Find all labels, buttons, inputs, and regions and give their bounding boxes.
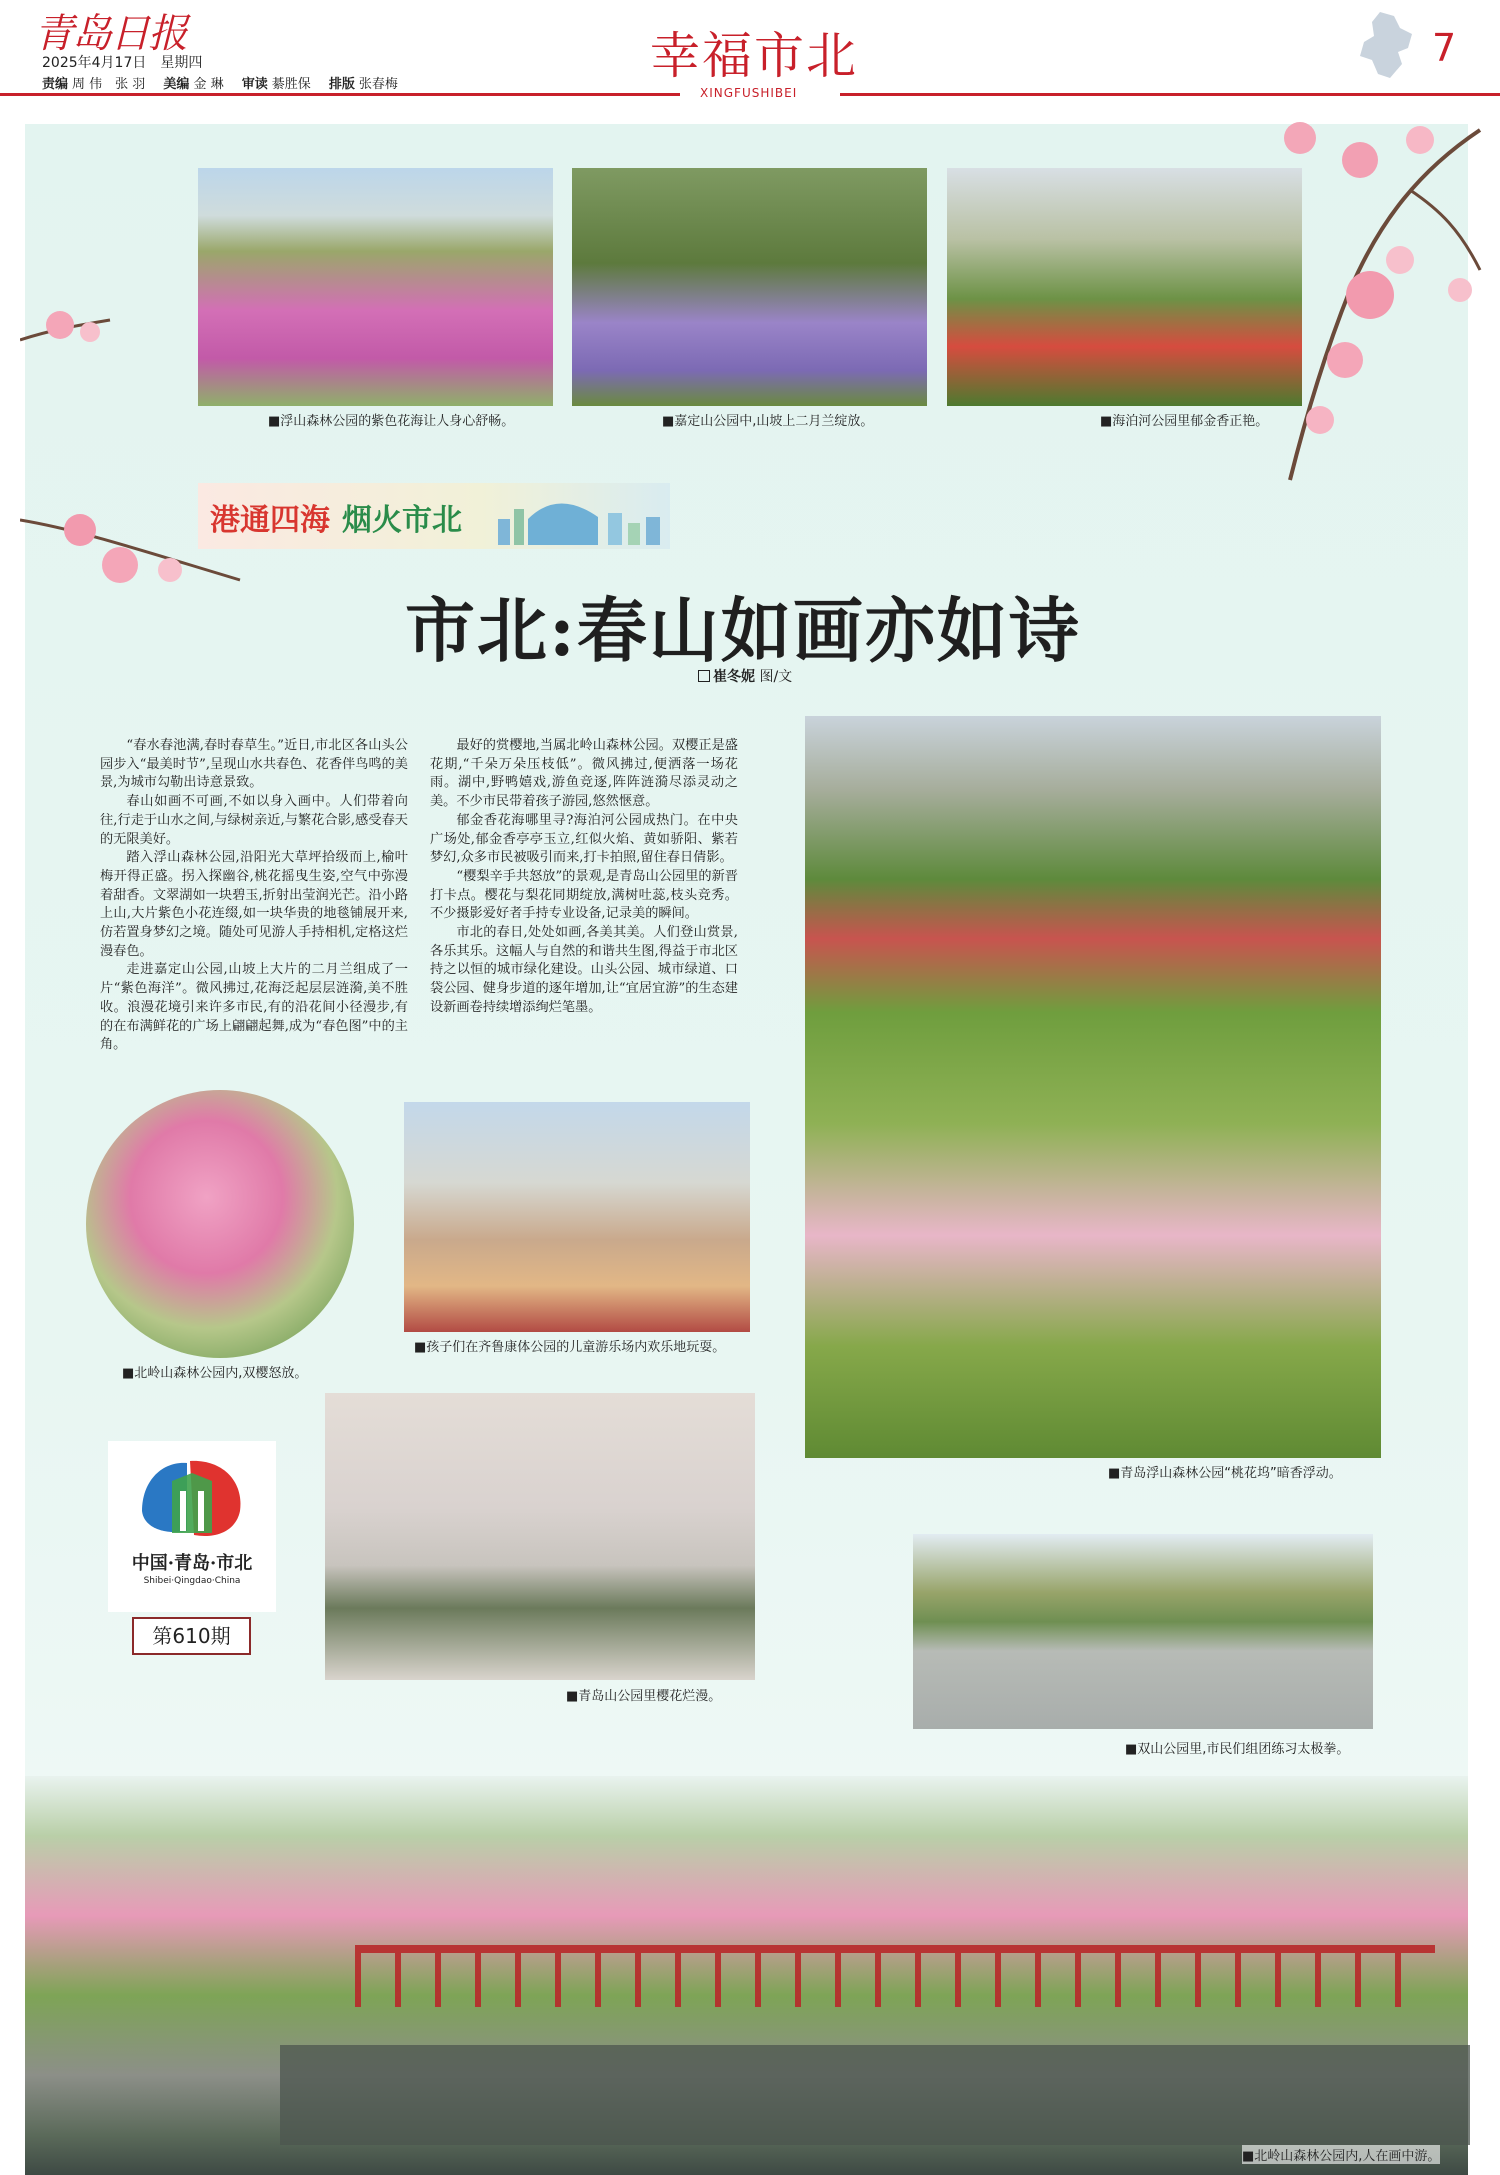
photo-caption: ■孩子们在齐鲁康体公园的儿童游乐场内欢乐地玩耍。 (414, 1340, 726, 1355)
paragraph: 春山如画不可画,不如以身入画中。人们带着向往,行走于山水之间,与绿树亲近,与繁花合影,感受春天的无限美好。 (100, 794, 408, 847)
logo-subtext: Shibei·Qingdao·China (143, 1576, 241, 1586)
qingdao-map-icon (1350, 8, 1420, 88)
photo-playground-children (404, 1102, 750, 1332)
byline-author: 崔冬妮 (713, 669, 755, 685)
designer-role: 美编 (163, 77, 190, 92)
layout-role: 排版 (328, 77, 355, 92)
paragraph: “春水春池满,春时春草生。”近日,市北区各山头公园步入“最美时节”,呈现山水共春色、花香伴鸟鸣的美景,为城市勾勒出诗意景致。 (100, 738, 408, 791)
photo-beiling-cherry-circle (86, 1090, 354, 1358)
designer-names: 金 琳 (193, 77, 224, 92)
proofreader-role: 审读 (241, 77, 268, 92)
page-header (0, 0, 1500, 100)
paragraph: “樱梨辛手共怒放”的景观,是青岛山公园里的新晋打卡点。樱花与梨花同期绽放,满树吐蕊,枝头竞秀。不少摄影爱好者手持专业设备,记录美的瞬间。 (430, 868, 738, 922)
skyline-icon (498, 489, 668, 545)
byline-box-icon (698, 670, 710, 682)
banner-part1: 港通四海 (210, 503, 330, 538)
photo-shuangshan-taichi (913, 1534, 1373, 1729)
photo-qingdaoshan-cherry (325, 1393, 755, 1680)
photo-caption: ■北岭山森林公园内,人在画中游。 (1242, 2145, 1440, 2164)
banner-text (210, 495, 462, 539)
proofreader-names: 綦胜保 (271, 77, 311, 92)
photo-fushan-peach-blossoms (805, 716, 1381, 1458)
paragraph: 最好的赏樱地,当属北岭山森林公园。双樱正是盛花期,“千朵万朵压枝低”。微风拂过,便洒落一场花雨。湖中,野鸭嬉戏,游鱼竞逐,阵阵涟漪尽添灵动之美。不少市民带着孩子游园,悠然惬意。 (430, 738, 738, 810)
shibei-logo (108, 1441, 276, 1612)
article-column-2 (430, 737, 738, 1018)
banner-part2: 烟火市北 (342, 503, 462, 538)
photo-caption: ■青岛山公园里樱花烂漫。 (566, 1689, 722, 1704)
issue-date: 2025年4月17日 星期四 (42, 55, 203, 71)
photo-caption: ■双山公园里,市民们组团练习太极拳。 (1125, 1742, 1350, 1757)
logo-text: 中国·青岛·市北 (131, 1553, 253, 1574)
photo-caption: ■海泊河公园里郁金香正艳。 (1100, 414, 1269, 429)
bridge-stone-base (280, 2045, 1470, 2145)
photo-fushan-purple-flowers (198, 168, 553, 406)
article-headline: 市北:春山如画亦如诗 (405, 589, 1081, 672)
editor-names: 周 伟 张 羽 (72, 77, 146, 92)
photo-caption: ■青岛浮山森林公园“桃花坞”暗香浮动。 (1108, 1466, 1342, 1481)
paragraph: 走进嘉定山公园,山坡上大片的二月兰组成了一片“紫色海洋”。微风拂过,花海泛起层层涟漪,美不胜收。浪漫花境引来许多市民,有的沿花间小径漫步,有的在布满鲜花的广场上翩翩起舞,成为“春色图”中的主角。 (100, 962, 408, 1053)
photo-jiadingshan-orychophragmus (572, 168, 927, 406)
page-number: 7 (1432, 26, 1457, 70)
byline-suffix: 图/文 (759, 669, 793, 685)
photo-caption: ■北岭山森林公园内,双樱怒放。 (122, 1366, 308, 1381)
issue-number-badge: 第610期 (132, 1617, 251, 1655)
paragraph: 踏入浮山森林公园,沿阳光大草坪拾级而上,榆叶梅开得正盛。拐入探幽谷,桃花摇曳生姿,空气中弥漫着甜香。文翠湖如一块碧玉,折射出莹润光芒。沿小路上山,大片紫色小花连缀,如一块华贵的地毯铺展开来,仿若置身梦幻之境。随处可见游人手持相机,定格这烂漫春色。 (100, 850, 408, 959)
header-rule-left (0, 93, 680, 96)
header-rule-right (840, 93, 1500, 96)
paragraph: 市北的春日,处处如画,各美其美。人们登山赏景,各乐其乐。这幅人与自然的和谐共生图,得益于市北区持之以恒的城市绿化建设。山头公园、城市绿道、口袋公园、健身步道的逐年增加,让“宜居宜游”的生态建设新画卷持续增添绚烂笔墨。 (430, 925, 738, 1015)
newspaper-logo: 青岛日报 (34, 11, 186, 57)
photo-haibohe-tulips (947, 168, 1302, 406)
editor-role: 责编 (42, 77, 69, 92)
shibei-emblem-icon (132, 1451, 252, 1547)
article-column-1 (100, 737, 408, 1055)
editors-credits (42, 73, 398, 92)
red-bridge-railing (355, 1945, 1435, 2007)
photo-caption: ■浮山森林公园的紫色花海让人身心舒畅。 (268, 414, 515, 429)
section-title: 幸福市北 (650, 27, 858, 85)
column-banner (198, 483, 670, 549)
paragraph: 郁金香花海哪里寻?海泊河公园成热门。在中央广场处,郁金香亭亭玉立,红似火焰、黄如骄阳、紫若梦幻,众多市民被吸引而来,打卡拍照,留住春日倩影。 (430, 812, 738, 866)
layout-names: 张春梅 (358, 77, 398, 92)
section-pinyin: XINGFUSHIBEI (700, 86, 798, 100)
article-byline (698, 666, 792, 686)
photo-caption: ■嘉定山公园中,山坡上二月兰绽放。 (662, 414, 874, 429)
